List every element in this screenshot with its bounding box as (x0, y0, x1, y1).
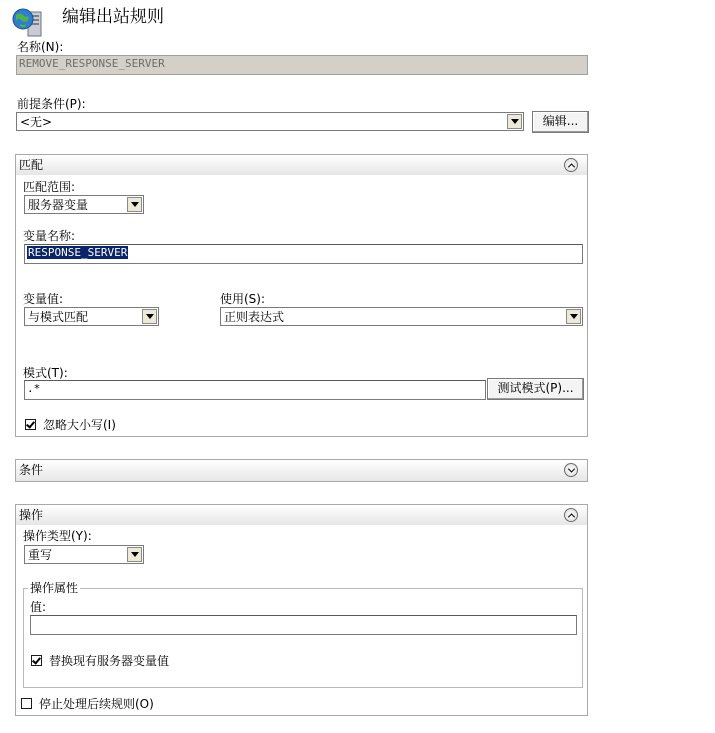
precondition-select[interactable] (16, 112, 524, 131)
edit-precondition-button[interactable]: 编辑... (532, 111, 589, 133)
value-field[interactable] (30, 615, 577, 635)
chevron-down-icon[interactable] (566, 309, 581, 324)
ignore-case-checkbox[interactable] (25, 419, 36, 430)
precondition-value: <无> (20, 115, 53, 129)
using-label: 使用(S): (220, 292, 266, 306)
chevron-down-icon[interactable] (142, 309, 157, 324)
expand-icon[interactable] (564, 463, 578, 477)
server-globe-icon (11, 6, 45, 38)
action-type-value: 重写 (28, 548, 53, 562)
ignore-case-label: 忽略大小写(I) (43, 418, 116, 432)
collapse-icon[interactable] (564, 158, 578, 172)
variable-value-select[interactable] (24, 307, 159, 326)
using-value: 正则表达式 (224, 310, 285, 324)
match-scope-select[interactable] (24, 195, 144, 214)
action-panel-header[interactable] (16, 505, 587, 525)
using-select[interactable] (220, 307, 583, 326)
action-properties-legend: 操作属性 (30, 581, 79, 595)
stop-processing-label: 停止处理后续规则(O) (39, 697, 154, 711)
name-field[interactable]: REMOVE_RESPONSE_SERVER (16, 55, 588, 75)
name-label: 名称(N): (17, 40, 64, 54)
action-properties-group (23, 588, 583, 688)
variable-name-field[interactable] (24, 244, 583, 264)
replace-server-variable-checkbox[interactable] (31, 655, 42, 666)
match-panel-title: 匹配 (19, 158, 44, 172)
variable-name-value: RESPONSE_SERVER (28, 246, 128, 259)
conditions-panel-title: 条件 (19, 463, 44, 477)
chevron-down-icon[interactable] (127, 547, 142, 562)
conditions-panel-header[interactable] (16, 460, 587, 481)
action-type-label: 操作类型(Y): (23, 529, 92, 543)
precondition-label: 前提条件(P): (17, 97, 86, 111)
match-panel-header[interactable] (16, 155, 587, 175)
action-panel-title: 操作 (19, 508, 44, 522)
page-title: 编辑出站规则 (62, 7, 164, 27)
collapse-icon[interactable] (564, 508, 578, 522)
variable-name-label: 变量名称: (23, 229, 76, 243)
chevron-down-icon[interactable] (127, 197, 142, 212)
replace-server-variable-label: 替换现有服务器变量值 (49, 654, 170, 668)
pattern-field[interactable]: .* (24, 380, 486, 400)
pattern-label: 模式(T): (23, 366, 68, 380)
action-type-select[interactable] (24, 545, 144, 564)
conditions-panel (15, 459, 588, 482)
match-scope-label: 匹配范围: (23, 180, 76, 194)
chevron-down-icon[interactable] (507, 114, 522, 129)
stop-processing-checkbox[interactable] (21, 698, 32, 709)
match-scope-value: 服务器变量 (28, 198, 89, 212)
test-pattern-button[interactable]: 测试模式(P)... (487, 378, 584, 400)
variable-value-selected: 与模式匹配 (28, 310, 89, 324)
variable-value-label: 变量值: (23, 292, 64, 306)
value-label: 值: (30, 600, 47, 614)
